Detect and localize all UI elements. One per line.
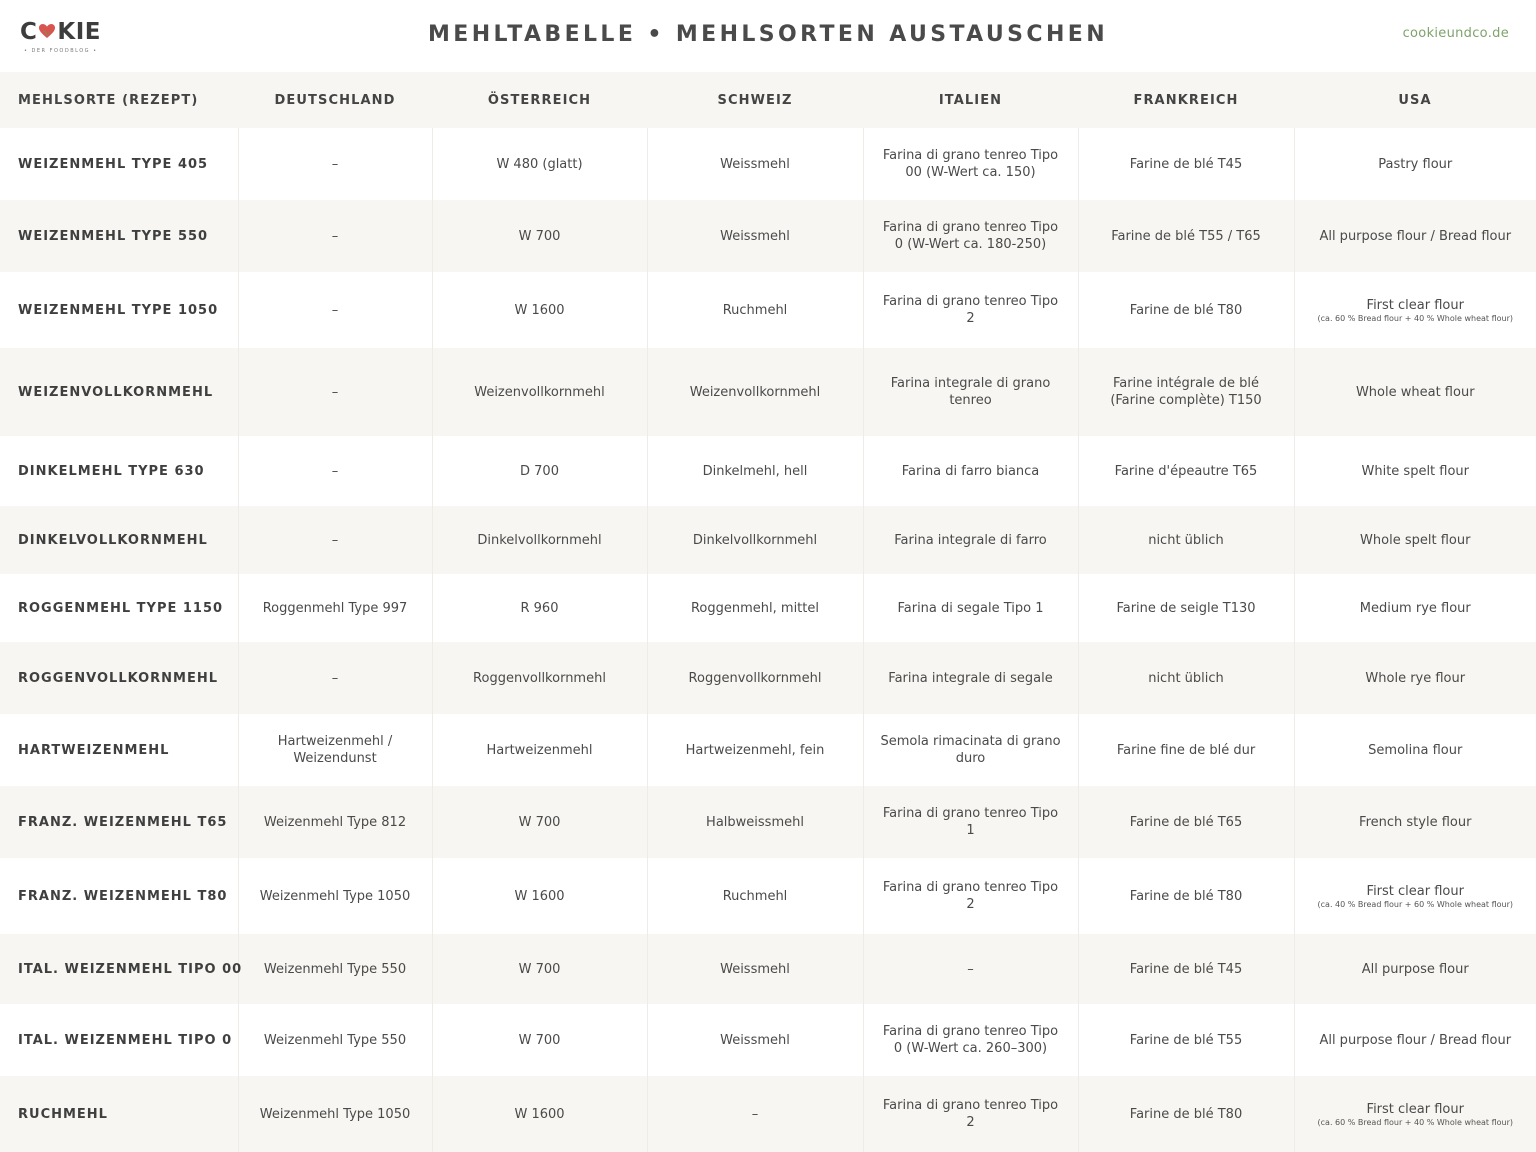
cell-frankreich: Farine de seigle T130 [1078, 574, 1294, 642]
column-header-frankreich: FRANKREICH [1078, 72, 1294, 128]
table-row [0, 858, 1536, 934]
cell-frankreich: nicht üblich [1078, 506, 1294, 574]
cell-frankreich: Farine de blé T45 [1078, 934, 1294, 1004]
cell-schweiz: Roggenvollkornmehl [647, 642, 863, 714]
column-header-deutschland: DEUTSCHLAND [238, 72, 432, 128]
cell-italien: Farina di grano tenreo Tipo 0 (W-Wert ca. 260–300) [863, 1004, 1078, 1076]
row-label: HARTWEIZENMEHL [0, 714, 238, 786]
row-label: WEIZENMEHL TYPE 405 [0, 128, 238, 200]
row-label: ITAL. WEIZENMEHL TIPO 00 [0, 934, 238, 1004]
cell-frankreich: Farine de blé T65 [1078, 786, 1294, 858]
cell-deutschland: Weizenmehl Type 812 [238, 786, 432, 858]
cell-oesterreich: W 1600 [432, 272, 647, 348]
cell-deutschland: – [238, 272, 432, 348]
column-header-mehlsorte: MEHLSORTE (REZEPT) [0, 72, 238, 128]
cell-usa: All purpose flour / Bread flour [1294, 1004, 1536, 1076]
usa-flour-name: First clear flour [1366, 1102, 1464, 1117]
cell-italien: Farina integrale di grano tenreo [863, 348, 1078, 436]
cell-deutschland: – [238, 506, 432, 574]
cell-deutschland: – [238, 348, 432, 436]
cell-oesterreich: W 480 (glatt) [432, 128, 647, 200]
cell-frankreich: nicht üblich [1078, 642, 1294, 714]
cell-usa: Pastry flour [1294, 128, 1536, 200]
usa-flour-note: (ca. 60 % Bread flour + 40 % Whole wheat flour) [1317, 1118, 1513, 1127]
table-row [0, 436, 1536, 506]
cell-deutschland: Weizenmehl Type 1050 [238, 1076, 432, 1152]
cell-usa [1294, 272, 1536, 348]
cell-oesterreich: Dinkelvollkornmehl [432, 506, 647, 574]
cell-frankreich: Farine fine de blé dur [1078, 714, 1294, 786]
cell-schweiz: Weissmehl [647, 1004, 863, 1076]
cell-italien: Farina di grano tenreo Tipo 00 (W-Wert ca. 150) [863, 128, 1078, 200]
cell-frankreich: Farine de blé T55 / T65 [1078, 200, 1294, 272]
logo-letter-c: C [20, 19, 38, 45]
usa-flour-note: (ca. 40 % Bread flour + 60 % Whole wheat flour) [1317, 900, 1513, 909]
flour-table [0, 72, 1536, 1152]
table-header-row [0, 72, 1536, 128]
cell-usa: Whole wheat flour [1294, 348, 1536, 436]
table-row [0, 786, 1536, 858]
column-header-schweiz: SCHWEIZ [647, 72, 863, 128]
cell-usa: All purpose flour [1294, 934, 1536, 1004]
row-label: FRANZ. WEIZENMEHL T65 [0, 786, 238, 858]
cell-frankreich: Farine d'épeautre T65 [1078, 436, 1294, 506]
cell-usa: Semolina flour [1294, 714, 1536, 786]
column-header-oesterreich: ÖSTERREICH [432, 72, 647, 128]
cell-italien: Farina di grano tenreo Tipo 2 [863, 858, 1078, 934]
table-row [0, 128, 1536, 200]
cell-oesterreich: R 960 [432, 574, 647, 642]
row-label: ROGGENMEHL TYPE 1150 [0, 574, 238, 642]
table-row [0, 934, 1536, 1004]
cell-deutschland: – [238, 436, 432, 506]
table-row [0, 348, 1536, 436]
table-row [0, 1076, 1536, 1152]
cell-oesterreich: W 1600 [432, 1076, 647, 1152]
cell-oesterreich: Hartweizenmehl [432, 714, 647, 786]
cell-oesterreich: W 700 [432, 786, 647, 858]
cell-frankreich: Farine de blé T80 [1078, 272, 1294, 348]
cell-frankreich: Farine de blé T55 [1078, 1004, 1294, 1076]
cell-schweiz: Weissmehl [647, 200, 863, 272]
cell-italien: Semola rimacinata di grano duro [863, 714, 1078, 786]
cell-italien: Farina di grano tenreo Tipo 2 [863, 1076, 1078, 1152]
page-title: MEHLTABELLE • MEHLSORTEN AUSTAUSCHEN [427, 22, 1109, 47]
cell-schweiz: Weizenvollkornmehl [647, 348, 863, 436]
cell-schweiz: Dinkelvollkornmehl [647, 506, 863, 574]
cell-italien: Farina di grano tenreo Tipo 2 [863, 272, 1078, 348]
cell-usa: French style flour [1294, 786, 1536, 858]
column-header-usa: USA [1294, 72, 1536, 128]
cell-oesterreich: D 700 [432, 436, 647, 506]
table-row [0, 272, 1536, 348]
row-label: FRANZ. WEIZENMEHL T80 [0, 858, 238, 934]
cell-deutschland: Weizenmehl Type 550 [238, 934, 432, 1004]
cell-schweiz: Ruchmehl [647, 272, 863, 348]
cell-usa: Whole rye flour [1294, 642, 1536, 714]
row-label: DINKELMEHL TYPE 630 [0, 436, 238, 506]
cell-oesterreich: W 1600 [432, 858, 647, 934]
cell-deutschland: – [238, 128, 432, 200]
cell-schweiz: Dinkelmehl, hell [647, 436, 863, 506]
table-row [0, 642, 1536, 714]
cell-schweiz: – [647, 1076, 863, 1152]
cell-deutschland: – [238, 642, 432, 714]
cell-usa [1294, 1076, 1536, 1152]
row-label: WEIZENVOLLKORNMEHL [0, 348, 238, 436]
cell-oesterreich: W 700 [432, 934, 647, 1004]
row-label: DINKELVOLLKORNMEHL [0, 506, 238, 574]
usa-flour-name: First clear flour [1366, 298, 1464, 313]
table-row [0, 506, 1536, 574]
cell-frankreich: Farine de blé T45 [1078, 128, 1294, 200]
page-header [0, 0, 1536, 72]
cell-frankreich: Farine de blé T80 [1078, 858, 1294, 934]
usa-flour-name: First clear flour [1366, 884, 1464, 899]
cell-usa: Medium rye flour [1294, 574, 1536, 642]
cell-usa: All purpose flour / Bread flour [1294, 200, 1536, 272]
row-label: ROGGENVOLLKORNMEHL [0, 642, 238, 714]
cell-deutschland: Weizenmehl Type 1050 [238, 858, 432, 934]
cell-usa: Whole spelt flour [1294, 506, 1536, 574]
usa-flour-note: (ca. 60 % Bread flour + 40 % Whole wheat flour) [1317, 314, 1513, 323]
column-header-italien: ITALIEN [863, 72, 1078, 128]
cell-schweiz: Roggenmehl, mittel [647, 574, 863, 642]
cell-frankreich: Farine intégrale de blé (Farine complète) T150 [1078, 348, 1294, 436]
cell-deutschland: Roggenmehl Type 997 [238, 574, 432, 642]
row-label: WEIZENMEHL TYPE 550 [0, 200, 238, 272]
logo-letters-kie: KIE [57, 19, 101, 45]
cell-deutschland: Hartweizenmehl / Weizendunst [238, 714, 432, 786]
cell-italien: Farina di farro bianca [863, 436, 1078, 506]
cell-schweiz: Weissmehl [647, 934, 863, 1004]
row-label: RUCHMEHL [0, 1076, 238, 1152]
cell-italien: – [863, 934, 1078, 1004]
cell-schweiz: Weissmehl [647, 128, 863, 200]
cell-italien: Farina integrale di segale [863, 642, 1078, 714]
site-link[interactable]: cookieundco.de [1402, 26, 1509, 41]
cell-schweiz: Hartweizenmehl, fein [647, 714, 863, 786]
table-row [0, 574, 1536, 642]
cell-italien: Farina di grano tenreo Tipo 0 (W-Wert ca. 180-250) [863, 200, 1078, 272]
logo-tagline: • DER FOODBLOG • [24, 48, 98, 54]
row-label: ITAL. WEIZENMEHL TIPO 0 [0, 1004, 238, 1076]
cell-oesterreich: W 700 [432, 200, 647, 272]
cell-usa: White spelt flour [1294, 436, 1536, 506]
table-row [0, 200, 1536, 272]
table-row [0, 714, 1536, 786]
cell-italien: Farina di segale Tipo 1 [863, 574, 1078, 642]
cell-italien: Farina integrale di farro [863, 506, 1078, 574]
cell-deutschland: Weizenmehl Type 550 [238, 1004, 432, 1076]
cell-schweiz: Halbweissmehl [647, 786, 863, 858]
cell-usa [1294, 858, 1536, 934]
cell-frankreich: Farine de blé T80 [1078, 1076, 1294, 1152]
row-label: WEIZENMEHL TYPE 1050 [0, 272, 238, 348]
cell-oesterreich: Roggenvollkornmehl [432, 642, 647, 714]
table-row [0, 1004, 1536, 1076]
cell-deutschland: – [238, 200, 432, 272]
cell-italien: Farina di grano tenreo Tipo 1 [863, 786, 1078, 858]
cell-schweiz: Ruchmehl [647, 858, 863, 934]
cell-oesterreich: W 700 [432, 1004, 647, 1076]
cell-oesterreich: Weizenvollkornmehl [432, 348, 647, 436]
